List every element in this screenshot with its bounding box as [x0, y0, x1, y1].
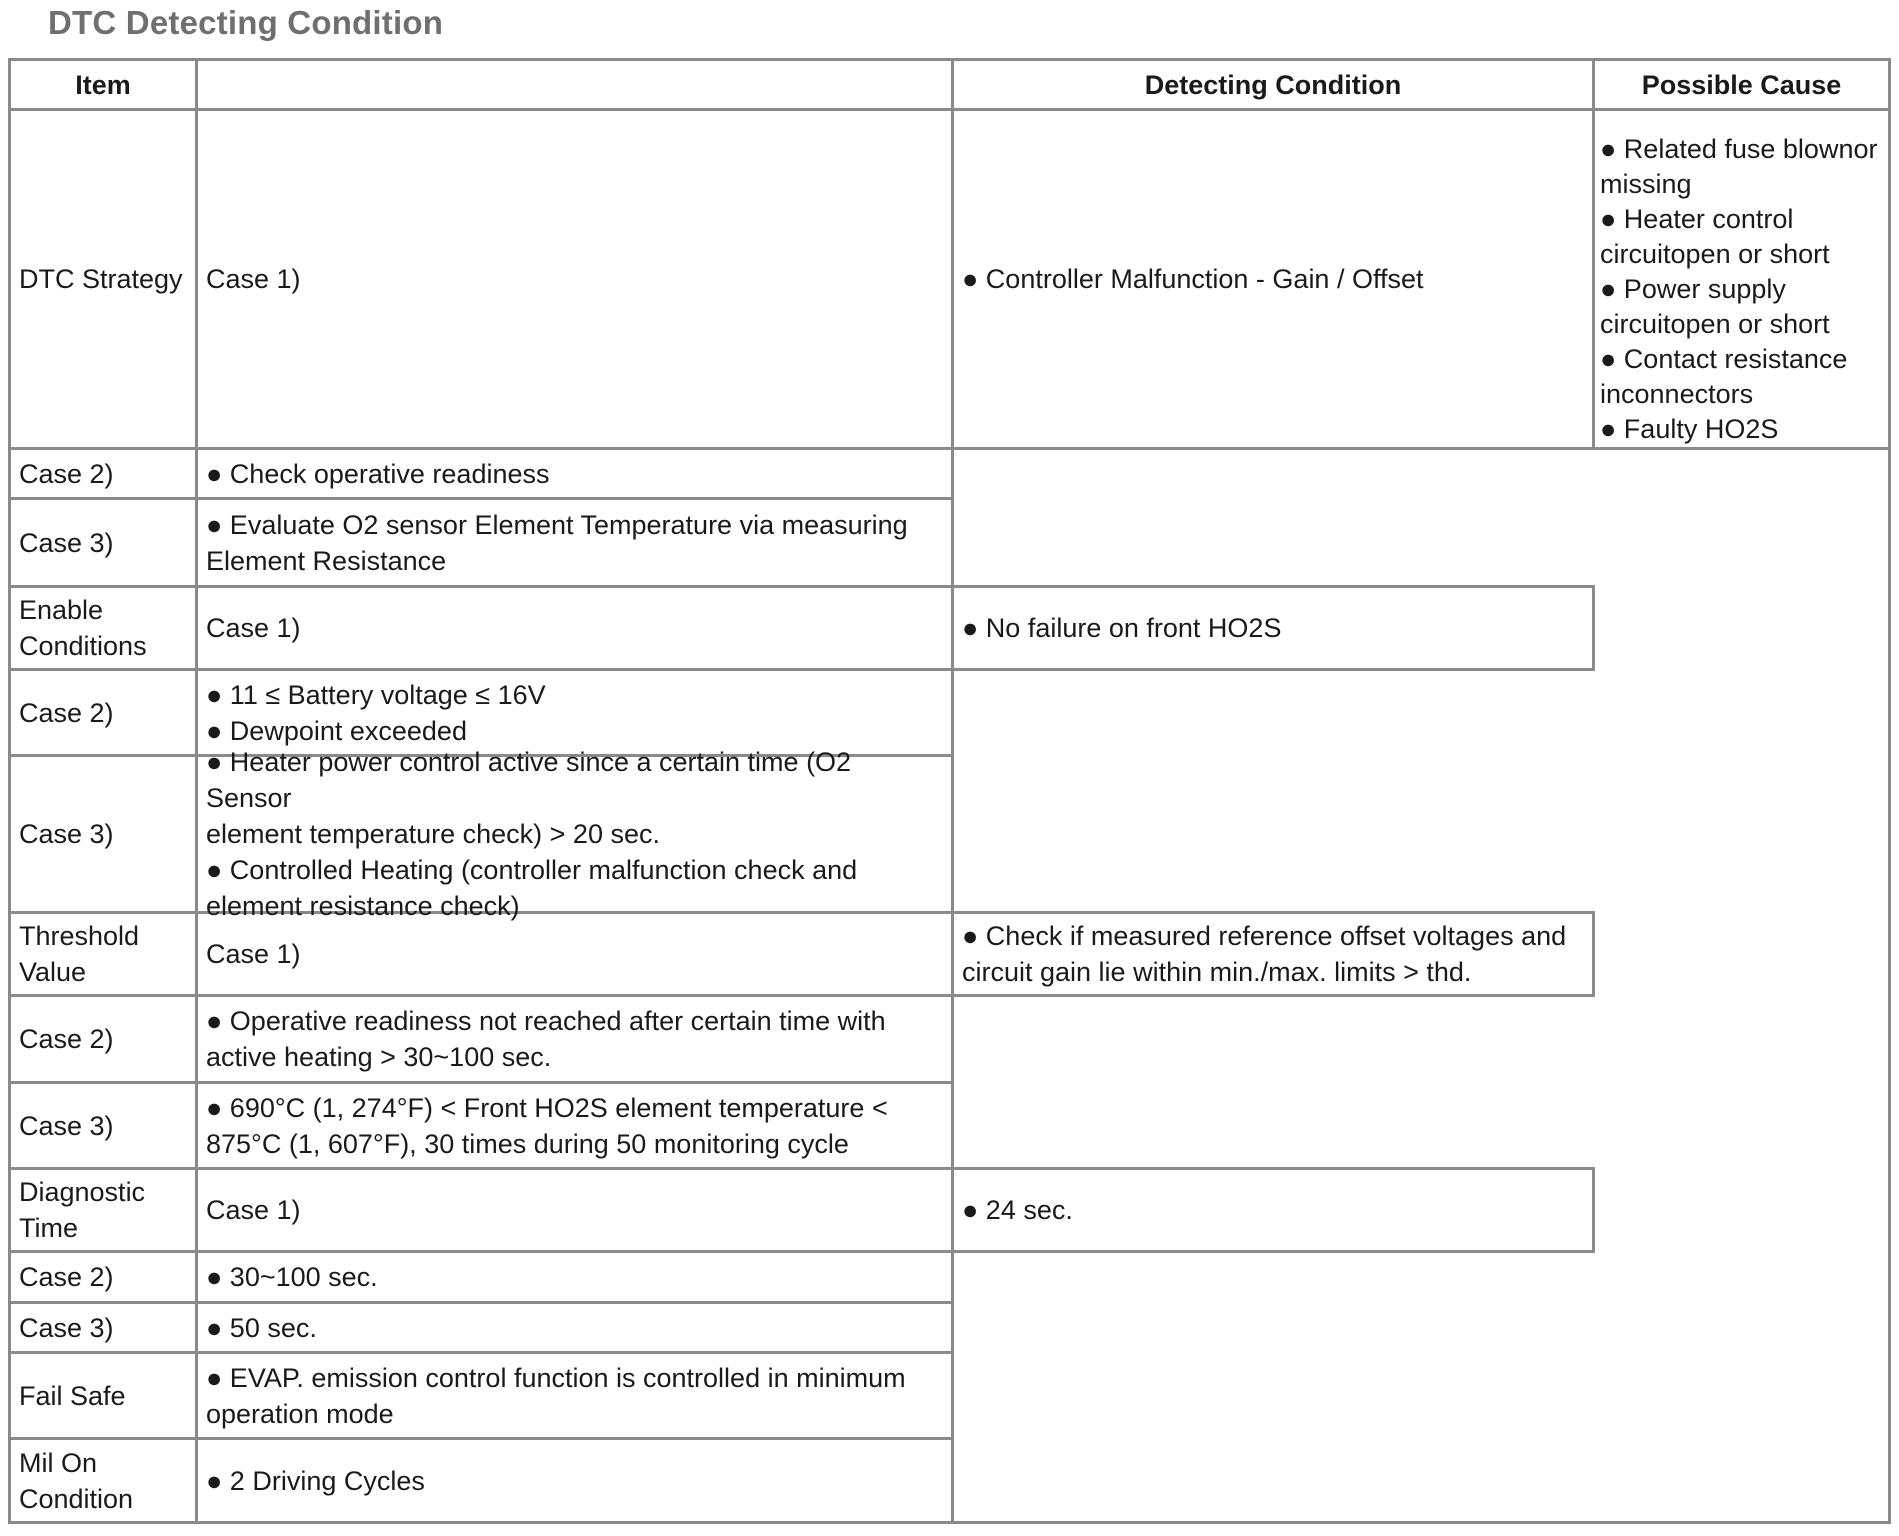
- possible-cause-item: ● Power supply circuitopen or short: [1600, 274, 1830, 339]
- row-threshold-case3-value: ● 690°C (1, 274°F) < Front HO2S element temperature < 875°C (1, 607°F), 30 times during 50 monitoring cycle: [206, 1092, 888, 1159]
- row-enable-case2-value: ● 11 ≤ Battery voltage ≤ 16V ● Dewpoint exceeded: [206, 679, 546, 746]
- row-diagnostic-case3-value: ● 50 sec.: [206, 1312, 317, 1343]
- row-threshold-value-detecting: ● Check if measured reference offset voltages and circuit gain lie within min./max. limits > thd.: [962, 921, 1567, 987]
- possible-cause-item: ● Related fuse blownor missing: [1600, 134, 1878, 199]
- row-enable-conditions-detecting: ● No failure on front HO2S: [962, 613, 1282, 643]
- row-enable-case2-item: Case 2): [19, 697, 114, 728]
- row-mil-on-condition-value: ● 2 Driving Cycles: [206, 1465, 425, 1496]
- row-diagnostic-case3-item: Case 3): [19, 1312, 114, 1343]
- row-diagnostic-time-detecting: ● 24 sec.: [962, 1195, 1073, 1225]
- row-dtc-case2-value: ● Check operative readiness: [206, 458, 550, 489]
- row-diagnostic-time-item: Diagnostic Time: [19, 1177, 146, 1243]
- row-dtc-strategy-detecting: ● Controller Malfunction - Gain / Offset: [962, 264, 1424, 294]
- row-threshold-value-case: Case 1): [206, 939, 301, 969]
- row-enable-case3-item: Case 3): [19, 819, 114, 849]
- row-enable-conditions-case: Case 1): [206, 613, 301, 643]
- row-fail-safe-item: Fail Safe: [19, 1380, 126, 1411]
- row-diagnostic-case2-value: ● 30~100 sec.: [206, 1262, 378, 1292]
- row-dtc-case2-item: Case 2): [19, 458, 114, 489]
- row-threshold-case2-value: ● Operative readiness not reached after certain time with active heating > 30~100 sec.: [206, 1006, 886, 1072]
- header-possible-cause: Possible Cause: [1641, 69, 1842, 100]
- row-enable-case3-value: ● Heater power control active since a certain time (O2 Sensor element temperature check) > 20 sec. ● Controlled Heating (controller malfunction check and element resistance check): [206, 747, 858, 921]
- possible-cause-item: ● Contact resistance inconnectors: [1600, 344, 1848, 409]
- row-fail-safe-value: ● EVAP. emission control function is controlled in minimum operation mode: [206, 1362, 906, 1429]
- row-mil-on-condition-item: Mil On Condition: [19, 1447, 134, 1514]
- possible-cause-item: ● Faulty HO2S: [1600, 414, 1779, 444]
- row-dtc-case3-item: Case 3): [19, 527, 114, 558]
- row-dtc-strategy-case: Case 1): [206, 264, 301, 294]
- row-dtc-strategy-item: DTC Strategy: [19, 264, 183, 294]
- header-detecting-condition: Detecting Condition: [1144, 69, 1402, 100]
- row-threshold-case3-item: Case 3): [19, 1110, 114, 1141]
- row-threshold-value-item: Threshold Value: [19, 921, 140, 987]
- header-blank: [198, 61, 951, 108]
- possible-cause-list: [1600, 132, 1888, 447]
- row-dtc-case3-value: ● Evaluate O2 sensor Element Temperature via measuring Element Resistance: [206, 509, 908, 576]
- row-enable-conditions-item: Enable Conditions: [19, 595, 147, 661]
- page-title: DTC Detecting Condition: [48, 4, 444, 41]
- possible-cause-item: ● Heater control circuitopen or short: [1600, 204, 1830, 269]
- header-item: Item: [75, 69, 131, 100]
- row-diagnostic-case2-item: Case 2): [19, 1262, 114, 1292]
- row-diagnostic-time-case: Case 1): [206, 1195, 301, 1225]
- row-threshold-case2-item: Case 2): [19, 1024, 114, 1054]
